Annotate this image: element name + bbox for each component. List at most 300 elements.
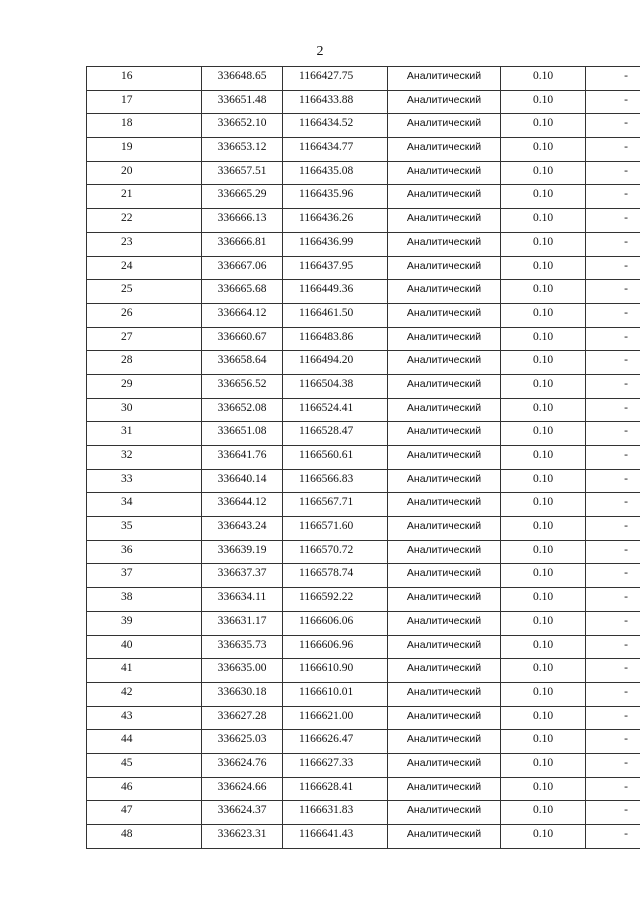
note-cell-text: -	[624, 543, 628, 556]
method-cell	[388, 374, 501, 398]
y-coordinate-cell-text: 1166427.75	[299, 70, 354, 82]
note-cell	[586, 588, 640, 612]
x-coordinate-cell-text: 336644.12	[217, 496, 267, 509]
y-coordinate-cell-text: 1166578.74	[299, 567, 354, 580]
y-coordinate-cell-text: 1166436.26	[299, 212, 354, 225]
point-number-cell-text: 42	[121, 685, 133, 698]
point-number-cell	[87, 469, 202, 493]
method-cell	[388, 753, 501, 777]
point-number-cell-text: 26	[121, 306, 133, 319]
point-number-cell	[87, 777, 202, 801]
method-cell-text: Аналитический	[406, 828, 482, 840]
method-cell-text: Аналитический	[406, 496, 482, 509]
x-coordinate-cell	[202, 374, 283, 398]
table-row	[87, 706, 640, 730]
accuracy-cell-text: 0.10	[532, 614, 554, 627]
accuracy-cell-text: 0.10	[532, 425, 554, 438]
accuracy-cell-text: 0.10	[532, 377, 554, 390]
point-number-cell	[87, 588, 202, 612]
method-cell	[388, 611, 501, 635]
note-cell-text: -	[624, 756, 628, 769]
x-coordinate-cell-text: 336648.65	[217, 70, 267, 82]
accuracy-cell-text: 0.10	[532, 164, 554, 177]
note-cell-text: -	[624, 70, 628, 82]
point-number-cell	[87, 185, 202, 209]
y-coordinate-cell-text: 1166628.41	[299, 780, 354, 793]
accuracy-cell-text: 0.10	[532, 591, 554, 604]
point-number-cell-text: 20	[121, 164, 133, 177]
point-number-cell-text: 41	[121, 662, 133, 675]
point-number-cell	[87, 825, 202, 849]
note-cell	[586, 67, 640, 91]
method-cell	[388, 517, 501, 541]
y-coordinate-cell	[283, 801, 388, 825]
x-coordinate-cell-text: 336623.31	[217, 828, 267, 840]
table-row	[87, 374, 640, 398]
accuracy-cell-text: 0.10	[532, 496, 554, 509]
point-number-cell-text: 37	[121, 567, 133, 580]
x-coordinate-cell	[202, 398, 283, 422]
y-coordinate-cell-text: 1166494.20	[299, 354, 354, 367]
y-coordinate-cell-text: 1166641.43	[299, 828, 354, 840]
accuracy-cell	[501, 374, 586, 398]
point-number-cell	[87, 422, 202, 446]
table-row	[87, 659, 640, 683]
point-number-cell-text: 31	[121, 425, 133, 438]
x-coordinate-cell-text: 336624.66	[217, 780, 267, 793]
x-coordinate-cell	[202, 635, 283, 659]
point-number-cell-text: 16	[121, 70, 133, 82]
note-cell	[586, 351, 640, 375]
accuracy-cell-text: 0.10	[532, 638, 554, 651]
accuracy-cell-text: 0.10	[532, 401, 554, 414]
table-row	[87, 801, 640, 825]
x-coordinate-cell-text: 336643.24	[217, 520, 267, 533]
table-row	[87, 493, 640, 517]
method-cell	[388, 398, 501, 422]
y-coordinate-cell	[283, 138, 388, 162]
table-row	[87, 280, 640, 304]
note-cell	[586, 659, 640, 683]
note-cell	[586, 469, 640, 493]
accuracy-cell-text: 0.10	[532, 212, 554, 225]
method-cell-text: Аналитический	[406, 93, 482, 106]
point-number-cell-text: 33	[121, 472, 133, 485]
accuracy-cell-text: 0.10	[532, 709, 554, 722]
method-cell-text: Аналитический	[406, 733, 482, 746]
accuracy-cell-text: 0.10	[532, 520, 554, 533]
y-coordinate-cell	[283, 209, 388, 233]
method-cell-text: Аналитический	[406, 567, 482, 580]
note-cell	[586, 730, 640, 754]
method-cell	[388, 659, 501, 683]
note-cell	[586, 303, 640, 327]
coordinates-table-body	[87, 67, 640, 849]
accuracy-cell-text: 0.10	[532, 188, 554, 201]
accuracy-cell	[501, 659, 586, 683]
point-number-cell-text: 18	[121, 117, 133, 130]
table-row	[87, 540, 640, 564]
y-coordinate-cell-text: 1166610.01	[299, 685, 354, 698]
y-coordinate-cell	[283, 114, 388, 138]
x-coordinate-cell	[202, 351, 283, 375]
accuracy-cell	[501, 138, 586, 162]
point-number-cell	[87, 540, 202, 564]
accuracy-cell-text: 0.10	[532, 93, 554, 106]
point-number-cell-text: 39	[121, 614, 133, 627]
x-coordinate-cell	[202, 256, 283, 280]
note-cell-text: -	[624, 259, 628, 272]
note-cell	[586, 232, 640, 256]
point-number-cell-text: 43	[121, 709, 133, 722]
x-coordinate-cell-text: 336639.19	[217, 543, 267, 556]
accuracy-cell	[501, 730, 586, 754]
note-cell	[586, 611, 640, 635]
accuracy-cell-text: 0.10	[532, 567, 554, 580]
y-coordinate-cell	[283, 753, 388, 777]
point-number-cell	[87, 351, 202, 375]
method-cell	[388, 114, 501, 138]
table-row	[87, 517, 640, 541]
point-number-cell	[87, 280, 202, 304]
note-cell-text: -	[624, 164, 628, 177]
method-cell	[388, 682, 501, 706]
method-cell	[388, 138, 501, 162]
accuracy-cell	[501, 327, 586, 351]
accuracy-cell	[501, 588, 586, 612]
method-cell-text: Аналитический	[406, 117, 482, 130]
accuracy-cell-text: 0.10	[532, 780, 554, 793]
note-cell	[586, 422, 640, 446]
method-cell	[388, 469, 501, 493]
table-row	[87, 138, 640, 162]
table-row	[87, 351, 640, 375]
method-cell	[388, 493, 501, 517]
note-cell-text: -	[624, 141, 628, 154]
point-number-cell	[87, 517, 202, 541]
y-coordinate-cell-text: 1166461.50	[299, 306, 354, 319]
table-row	[87, 422, 640, 446]
x-coordinate-cell	[202, 493, 283, 517]
table-row	[87, 753, 640, 777]
table-row	[87, 232, 640, 256]
method-cell-text: Аналитический	[406, 306, 482, 319]
y-coordinate-cell	[283, 351, 388, 375]
y-coordinate-cell-text: 1166483.86	[299, 330, 354, 343]
table-row	[87, 161, 640, 185]
y-coordinate-cell-text: 1166567.71	[299, 496, 354, 509]
point-number-cell	[87, 374, 202, 398]
x-coordinate-cell-text: 336625.03	[217, 733, 267, 746]
method-cell	[388, 777, 501, 801]
x-coordinate-cell-text: 336657.51	[217, 164, 267, 177]
x-coordinate-cell	[202, 753, 283, 777]
method-cell-text: Аналитический	[406, 259, 482, 272]
method-cell	[388, 90, 501, 114]
accuracy-cell-text: 0.10	[532, 354, 554, 367]
point-number-cell-text: 34	[121, 496, 133, 509]
point-number-cell-text: 22	[121, 212, 133, 225]
point-number-cell	[87, 138, 202, 162]
table-row	[87, 611, 640, 635]
accuracy-cell	[501, 493, 586, 517]
accuracy-cell-text: 0.10	[532, 828, 554, 840]
table-row	[87, 564, 640, 588]
y-coordinate-cell	[283, 327, 388, 351]
point-number-cell	[87, 446, 202, 470]
note-cell-text: -	[624, 93, 628, 106]
accuracy-cell-text: 0.10	[532, 141, 554, 154]
note-cell-text: -	[624, 709, 628, 722]
accuracy-cell	[501, 398, 586, 422]
x-coordinate-cell	[202, 682, 283, 706]
method-cell-text: Аналитический	[406, 283, 482, 296]
x-coordinate-cell	[202, 303, 283, 327]
point-number-cell	[87, 90, 202, 114]
y-coordinate-cell-text: 1166606.96	[299, 638, 354, 651]
y-coordinate-cell-text: 1166626.47	[299, 733, 354, 746]
y-coordinate-cell-text: 1166434.77	[299, 141, 354, 154]
y-coordinate-cell	[283, 730, 388, 754]
accuracy-cell	[501, 682, 586, 706]
note-cell-text: -	[624, 685, 628, 698]
accuracy-cell	[501, 469, 586, 493]
method-cell-text: Аналитический	[406, 164, 482, 177]
note-cell-text: -	[624, 117, 628, 130]
y-coordinate-cell	[283, 540, 388, 564]
method-cell	[388, 185, 501, 209]
note-cell	[586, 517, 640, 541]
method-cell-text: Аналитический	[406, 425, 482, 438]
table-row	[87, 90, 640, 114]
y-coordinate-cell	[283, 303, 388, 327]
note-cell-text: -	[624, 591, 628, 604]
accuracy-cell-text: 0.10	[532, 117, 554, 130]
point-number-cell-text: 47	[121, 804, 133, 817]
point-number-cell-text: 17	[121, 93, 133, 106]
x-coordinate-cell	[202, 825, 283, 849]
x-coordinate-cell	[202, 209, 283, 233]
accuracy-cell	[501, 303, 586, 327]
note-cell-text: -	[624, 188, 628, 201]
x-coordinate-cell	[202, 185, 283, 209]
method-cell	[388, 232, 501, 256]
point-number-cell-text: 24	[121, 259, 133, 272]
x-coordinate-cell-text: 336641.76	[217, 449, 267, 461]
accuracy-cell-text: 0.10	[532, 685, 554, 698]
x-coordinate-cell-text: 336627.28	[217, 709, 267, 722]
method-cell-text: Аналитический	[406, 591, 482, 604]
note-cell-text: -	[624, 449, 628, 461]
point-number-cell-text: 48	[121, 828, 133, 840]
point-number-cell-text: 25	[121, 283, 133, 296]
y-coordinate-cell-text: 1166528.47	[299, 425, 354, 438]
point-number-cell	[87, 635, 202, 659]
y-coordinate-cell	[283, 517, 388, 541]
y-coordinate-cell-text: 1166610.90	[299, 662, 354, 675]
y-coordinate-cell-text: 1166435.08	[299, 164, 354, 177]
point-number-cell-text: 36	[121, 543, 133, 556]
accuracy-cell-text: 0.10	[532, 543, 554, 556]
y-coordinate-cell-text: 1166524.41	[299, 401, 354, 414]
point-number-cell-text: 40	[121, 638, 133, 651]
method-cell-text: Аналитический	[406, 543, 482, 556]
method-cell-text: Аналитический	[406, 401, 482, 414]
y-coordinate-cell	[283, 777, 388, 801]
y-coordinate-cell	[283, 682, 388, 706]
x-coordinate-cell	[202, 517, 283, 541]
x-coordinate-cell-text: 336635.73	[217, 638, 267, 651]
accuracy-cell	[501, 161, 586, 185]
point-number-cell-text: 23	[121, 235, 133, 248]
note-cell-text: -	[624, 804, 628, 817]
x-coordinate-cell-text: 336651.48	[217, 93, 267, 106]
y-coordinate-cell-text: 1166449.36	[299, 283, 354, 296]
point-number-cell	[87, 753, 202, 777]
x-coordinate-cell	[202, 801, 283, 825]
x-coordinate-cell	[202, 611, 283, 635]
x-coordinate-cell	[202, 446, 283, 470]
note-cell	[586, 706, 640, 730]
accuracy-cell	[501, 706, 586, 730]
point-number-cell	[87, 398, 202, 422]
accuracy-cell-text: 0.10	[532, 733, 554, 746]
point-number-cell	[87, 161, 202, 185]
point-number-cell	[87, 730, 202, 754]
method-cell	[388, 280, 501, 304]
x-coordinate-cell-text: 336653.12	[217, 141, 267, 154]
accuracy-cell	[501, 564, 586, 588]
method-cell-text: Аналитический	[406, 638, 482, 651]
x-coordinate-cell-text: 336651.08	[217, 425, 267, 438]
note-cell-text: -	[624, 614, 628, 627]
method-cell	[388, 825, 501, 849]
point-number-cell-text: 21	[121, 188, 133, 201]
note-cell-text: -	[624, 283, 628, 296]
x-coordinate-cell-text: 336634.11	[217, 591, 267, 604]
point-number-cell-text: 28	[121, 354, 133, 367]
note-cell	[586, 327, 640, 351]
note-cell-text: -	[624, 401, 628, 414]
method-cell	[388, 564, 501, 588]
accuracy-cell	[501, 753, 586, 777]
accuracy-cell	[501, 422, 586, 446]
y-coordinate-cell	[283, 280, 388, 304]
accuracy-cell-text: 0.10	[532, 283, 554, 296]
point-number-cell-text: 44	[121, 733, 133, 746]
accuracy-cell	[501, 185, 586, 209]
method-cell-text: Аналитический	[406, 188, 482, 201]
accuracy-cell	[501, 801, 586, 825]
table-row	[87, 185, 640, 209]
table-row	[87, 327, 640, 351]
method-cell-text: Аналитический	[406, 212, 482, 225]
note-cell-text: -	[624, 306, 628, 319]
note-cell	[586, 564, 640, 588]
x-coordinate-cell	[202, 327, 283, 351]
accuracy-cell-text: 0.10	[532, 804, 554, 817]
point-number-cell-text: 46	[121, 780, 133, 793]
method-cell-text: Аналитический	[406, 780, 482, 793]
y-coordinate-cell	[283, 469, 388, 493]
accuracy-cell-text: 0.10	[532, 235, 554, 248]
accuracy-cell	[501, 635, 586, 659]
method-cell-text: Аналитический	[406, 449, 482, 461]
x-coordinate-cell	[202, 706, 283, 730]
x-coordinate-cell-text: 336624.37	[217, 804, 267, 817]
point-number-cell	[87, 493, 202, 517]
note-cell	[586, 825, 640, 849]
point-number-cell	[87, 114, 202, 138]
method-cell-text: Аналитический	[406, 756, 482, 769]
y-coordinate-cell	[283, 161, 388, 185]
y-coordinate-cell-text: 1166570.72	[299, 543, 354, 556]
x-coordinate-cell-text: 336624.76	[217, 756, 267, 769]
x-coordinate-cell-text: 336635.00	[217, 662, 267, 675]
accuracy-cell-text: 0.10	[532, 756, 554, 769]
accuracy-cell	[501, 351, 586, 375]
note-cell-text: -	[624, 733, 628, 746]
method-cell	[388, 422, 501, 446]
note-cell-text: -	[624, 780, 628, 793]
note-cell	[586, 682, 640, 706]
table-row	[87, 730, 640, 754]
accuracy-cell-text: 0.10	[532, 259, 554, 272]
x-coordinate-cell-text: 336666.81	[217, 235, 267, 248]
method-cell	[388, 801, 501, 825]
method-cell-text: Аналитический	[406, 141, 482, 154]
x-coordinate-cell-text: 336666.13	[217, 212, 267, 225]
accuracy-cell	[501, 280, 586, 304]
point-number-cell	[87, 303, 202, 327]
accuracy-cell-text: 0.10	[532, 306, 554, 319]
note-cell-text: -	[624, 520, 628, 533]
note-cell-text: -	[624, 496, 628, 509]
x-coordinate-cell	[202, 161, 283, 185]
y-coordinate-cell	[283, 611, 388, 635]
y-coordinate-cell-text: 1166606.06	[299, 614, 354, 627]
method-cell	[388, 303, 501, 327]
y-coordinate-cell	[283, 446, 388, 470]
point-number-cell	[87, 256, 202, 280]
x-coordinate-cell	[202, 422, 283, 446]
accuracy-cell	[501, 540, 586, 564]
y-coordinate-cell-text: 1166434.52	[299, 117, 354, 130]
accuracy-cell-text: 0.10	[532, 662, 554, 675]
note-cell	[586, 90, 640, 114]
x-coordinate-cell	[202, 280, 283, 304]
y-coordinate-cell	[283, 90, 388, 114]
point-number-cell	[87, 801, 202, 825]
y-coordinate-cell	[283, 256, 388, 280]
point-number-cell	[87, 706, 202, 730]
y-coordinate-cell	[283, 398, 388, 422]
x-coordinate-cell	[202, 67, 283, 91]
y-coordinate-cell-text: 1166504.38	[299, 377, 354, 390]
x-coordinate-cell-text: 336665.68	[217, 283, 267, 296]
method-cell	[388, 706, 501, 730]
point-number-cell-text: 32	[121, 449, 133, 461]
note-cell-text: -	[624, 235, 628, 248]
method-cell-text: Аналитический	[406, 330, 482, 343]
table-row	[87, 67, 640, 91]
point-number-cell	[87, 564, 202, 588]
y-coordinate-cell-text: 1166571.60	[299, 520, 354, 533]
method-cell	[388, 730, 501, 754]
accuracy-cell	[501, 825, 586, 849]
table-row	[87, 446, 640, 470]
accuracy-cell	[501, 114, 586, 138]
